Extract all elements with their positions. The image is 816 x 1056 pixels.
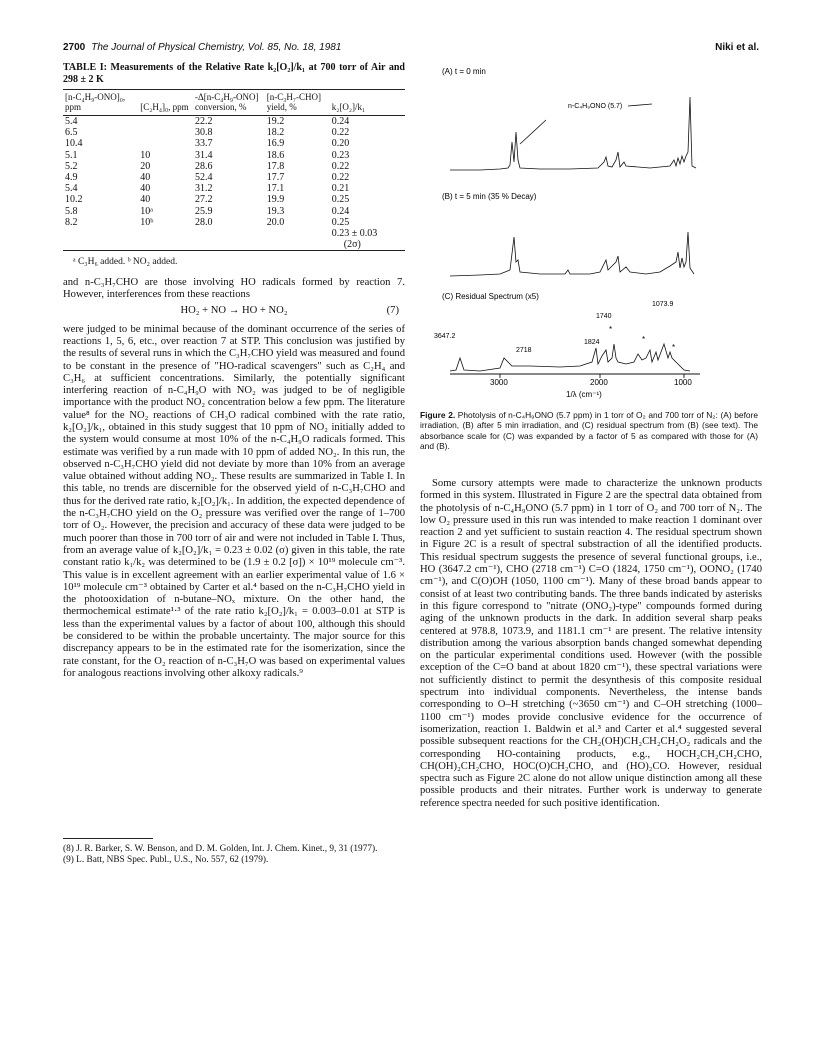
table-cell: 8.2 xyxy=(65,216,78,228)
table-cell: 5.2 xyxy=(65,160,78,172)
table-cell: 5.4 xyxy=(65,183,78,195)
table-row xyxy=(63,206,405,217)
table-cell: 20 xyxy=(140,160,151,172)
spectrum-b xyxy=(450,232,694,276)
annotation-arrow-right xyxy=(628,104,652,106)
x-axis-label: 1/λ (cm⁻¹) xyxy=(566,390,602,399)
table-cell xyxy=(265,228,330,239)
table-cell: 0.24 xyxy=(331,205,350,217)
table-cell: 20.0 xyxy=(266,216,285,228)
table-cell: 40 xyxy=(140,183,151,195)
table-cell: 17.1 xyxy=(266,183,285,195)
table-row xyxy=(63,161,405,172)
table-cell: 30.8 xyxy=(194,127,213,139)
table-row xyxy=(63,172,405,183)
paragraph: Some cursory attempts were made to characterize the unknown products formed in this system. Illustrated in Figure 2 are the spectral data obtained from the photolysis of n-C₄H₉ONO (5.7 ppm) in 1 torr of O₂ and 700 torr of N₂. The low O₂ pressure used in this run was intended to make reaction 1 dominant over reaction 2 and yet sufficient to sustain reaction 4. The residual spectrum shown in Figure 2C is a result of spectral substraction of all the identified products. This residual spectrum suggests the presence of several functional groups, i.e., HO (3647.2 cm⁻¹), CHO (2718 cm⁻¹) C=O (1824, 1750 cm⁻¹), OONO₂ (1740 cm⁻¹), and C(O)OH (1050, 1100 cm⁻¹). Many of these broad bands appear to consist of at least two contributing bands. The three bands indicated by asterisks in this figure correspond to "nitrate (ONO₂)-type" compounds formed during aging of the unknown products in the dark. In addition several sharp peaks centered at 978.8, 1073.9, and 1181.1 cm⁻¹ are present. The relative intensity distribution among the various absorption bands changed somewhat depending on the particular experimental conditions used. However (with the possible exception of the C=O band at about 1820 cm⁻¹), these spectral variations were not sufficiently distinct to permit the desynthesis of this composite residual spectrum into individual components. Nevertheless, the intense bands corresponding to O–H stretching (~3650 cm⁻¹) and C–OH stretching (1000–1100 cm⁻¹) modes provide conclusive evidence for the occurrence of isomerization, reaction 1. Baldwin et al.³ and Carter et al.⁴ suggested several possible subsequent reactions for the CH₂(OH)CH₂CH₂CH₂O₂ radicals and the corresponding HO-containing products, e.g., HOCH₂CH₂CH₂CHO, CH(OH)₂CH₂CHO, HOC(O)CH₂CHO, and (HO)₂CO. However, residual spectra such as Figure 2C alone do not allow unique distinction among all these possible products and their nitrates. Further work is underway to generate reference spectra needed for such positive identification. xyxy=(420,478,762,809)
table-cell: 22.2 xyxy=(194,116,213,127)
table-cell: 10.2 xyxy=(65,194,83,206)
table-cell: 0.21 xyxy=(331,183,350,195)
table-cell: 5.8 xyxy=(65,205,78,217)
table-cell: 6.5 xyxy=(65,127,78,139)
table-header-cell: [C₂H₄]₀, ppm xyxy=(138,90,193,116)
table-row xyxy=(63,150,405,161)
table-footnote: ᵃ C₃H₆ added. ᵇ NO₂ added. xyxy=(73,257,178,268)
footnote-9: (9) L. Batt, NBS Spec. Publ., U.S., No. 557, 62 (1979). xyxy=(63,855,269,865)
table-cell: 27.2 xyxy=(194,194,213,206)
header-authors: Niki et al. xyxy=(715,42,759,53)
table-cell: 18.6 xyxy=(266,149,285,161)
table-title: TABLE I: Measurements of the Relative Rate k₂[O₂]/k₁ at 700 torr of Air and 298 ± 2 K xyxy=(63,62,405,85)
figure-caption-text: Photolysis of n-C₄H₉ONO (5.7 ppm) in 1 torr of O₂ and 700 torr of N₂: (A) before irradiation, (B) after 5 min irradiation, and (C) residual spectrum from (B) (see text). The absorbance scale for (C) was expanded by a factor of 5 as compared with those for (A) and (B). xyxy=(420,410,759,451)
peak-label: 1740 xyxy=(596,313,612,320)
table-header-row xyxy=(63,90,405,116)
table-cell: 31.2 xyxy=(194,183,213,195)
footnote-8: (8) J. R. Barker, S. W. Benson, and D. M. Golden, Int. J. Chem. Kinet., 9, 31 (1977). xyxy=(63,844,378,854)
figure-2-spectra xyxy=(420,62,760,402)
table-row xyxy=(63,228,405,239)
table-cell: 10.4 xyxy=(65,138,83,150)
table-cell xyxy=(138,116,193,128)
table-cell: 0.22 xyxy=(331,127,350,139)
asterisk-mark: * xyxy=(609,325,613,334)
figure-caption xyxy=(420,410,758,451)
table-cell xyxy=(63,239,138,251)
left-column xyxy=(63,62,405,680)
table-cell: 40 xyxy=(140,194,151,206)
table-cell: 17.8 xyxy=(266,160,285,172)
equation-7 xyxy=(63,305,405,317)
peak-label: 3647.2 xyxy=(434,333,456,340)
footnote-rule xyxy=(63,838,153,839)
equation-text: HO₂ + NO → HO + NO₂ xyxy=(180,305,288,317)
x-tick-label: 1000 xyxy=(674,378,692,387)
table-cell: 10 xyxy=(140,149,151,161)
equation-number: (7) xyxy=(386,305,399,317)
table-row xyxy=(63,217,405,228)
table-header-cell: k₂[O₂]/k₁ xyxy=(330,90,405,116)
asterisk-mark: * xyxy=(672,343,676,352)
table-cell xyxy=(265,239,330,251)
table-cell: 16.9 xyxy=(266,138,285,150)
table-row xyxy=(63,194,405,205)
table-row xyxy=(63,127,405,138)
panel-a-label: (A) t = 0 min xyxy=(442,67,486,76)
x-tick-label: 2000 xyxy=(590,378,608,387)
table-row xyxy=(63,183,405,194)
table-cell: 0.25 xyxy=(331,216,350,228)
table-cell: 40 xyxy=(140,172,151,184)
table-header-cell: [n-C₃H₇-CHO] yield, % xyxy=(265,90,330,116)
table-cell: 31.4 xyxy=(194,149,213,161)
table-cell: 0.22 xyxy=(331,172,350,184)
peak-label: 2718 xyxy=(516,347,532,354)
table-cell: 19.9 xyxy=(266,194,285,206)
table-1 xyxy=(63,89,405,251)
table-cell: 4.9 xyxy=(65,172,78,184)
table-cell: 33.7 xyxy=(194,138,213,150)
annotation-arrow-left xyxy=(520,120,546,144)
table-body xyxy=(63,116,405,251)
table-cell: 5.4 xyxy=(65,116,78,127)
panel-c-label: (C) Residual Spectrum (x5) xyxy=(442,292,539,301)
asterisk-mark: * xyxy=(642,335,646,344)
x-tick-label: 3000 xyxy=(490,378,508,387)
table-cell xyxy=(138,228,193,239)
table-cell: 0.23 xyxy=(331,149,350,161)
table-cell: 19.2 xyxy=(266,116,285,127)
table-header-cell: [n-C₄H₉-ONO]₀, ppm xyxy=(63,90,138,116)
table-cell: 0.24 xyxy=(331,116,350,127)
table-cell: 0.25 xyxy=(331,194,350,206)
spectrum-c xyxy=(450,344,690,371)
table-cell: 28.6 xyxy=(194,160,213,172)
table-cell xyxy=(138,138,193,149)
figure-caption-label: Figure 2. xyxy=(420,410,456,420)
table-cell: 28.0 xyxy=(194,216,213,228)
table-cell: 25.9 xyxy=(194,205,213,217)
table-cell: 0.22 xyxy=(331,160,350,172)
table-cell: 0.23 ± 0.03 xyxy=(331,228,378,240)
page-number: 2700 xyxy=(63,42,86,53)
table-cell xyxy=(193,228,265,239)
table-header-cell: -Δ[n-C₄H₉-ONO] conversion, % xyxy=(193,90,265,116)
table-cell: 5.1 xyxy=(65,149,78,161)
panel-b-label: (B) t = 5 min (35 % Decay) xyxy=(442,192,537,201)
peak-label: 1073.9 xyxy=(652,301,674,308)
paragraph: were judged to be minimal because of the dominant occurrence of the series of reactions 1, 5, 6, etc., over reaction 7 at STP. This conclusion was justified by the results of several runs in which the C₃H₇CHO yield was measured and found to be constant in the presence of "HO-radical scavengers" such as C₂H₄ and C₃H₆ at sufficient concentrations. Similarly, the potentially significant interfering reaction of n-C₄H₉O with NO₂ was judged to be of negligible importance with the product NO₂ concentration below a few ppm. The literature value⁸ for the NO₂ reactions of CH₃O radical combined with the rate ratio, k₂[O₂]/k₁, obtained in this study suggest that 10 ppm of NO₂ initially added to the system would consume at most 10% of the n-C₄H₉O radicals formed. This estimate was verified by a run made with 10 ppm of added NO₂. In this run, the observed n-C₃H₇CHO yield did not deviate by more than 10% from an average value obtained without adding NO₂. These results are summarized in Table I. In this table, no trends are discernible for the observed yield of n-C₃H₇CHO and thus for the derived rate ratio, k₂[O₂]/k₁. In addition, the expected dependence of the n-C₃H₇CHO yield on the O₂ pressure was verified over the range of 1–700 torr of O₂. However, the precision and accuracy of these data were judged to be much poorer than those in 700 torr of air and were not included in Table I. Thus, from an average value of k₂[O₂]/k₁ = 0.23 ± 0.02 (σ) given in this table, the rate constant ratio k₁/k₂ was determined to be (1.9 ± 0.2 [σ]) × 10¹⁹ molecule cm⁻³. This value is in excellent agreement with an earlier experimental value of 1.6 × 10¹⁹ molecule cm⁻³ obtained by Carter et al.⁴ based on the n-C₃H₇CHO yield in the photooxidation of n-butane–NOₓ mixture. On the other hand, the thermochemical estimate¹·³ of the rate ratio k₂[O₂]/k₁ = 0.003–0.01 at STP is less than the experimental values by a factor of about 100, although this should be considered to be within the probable uncertainty. The major source for this discrepancy appears to be in the estimated rate for the isomerization, since the rate constant, for the O₂ reaction of n-C₃H₇O was based on experimental values for analogous reactions involving other alkoxy radicals.⁹ xyxy=(63,323,406,679)
table-cell: (2σ) xyxy=(343,239,361,251)
table-cell: 18.2 xyxy=(266,127,285,139)
footnotes xyxy=(63,838,405,866)
table-cell: 52.4 xyxy=(194,172,213,184)
table-cell: 0.20 xyxy=(331,138,350,150)
table-row xyxy=(63,116,405,128)
table-cell xyxy=(138,127,193,138)
table-cell: 10ᵇ xyxy=(140,216,154,228)
table-cell: 10ᵃ xyxy=(140,205,153,217)
right-column-text xyxy=(420,478,762,810)
peak-label: 1824 xyxy=(584,339,600,346)
paragraph: and n-C₃H₇CHO are those involving HO radicals formed by reaction 7. However, interferences from these reactions xyxy=(63,276,405,301)
table-cell: 17.7 xyxy=(266,172,285,184)
journal-title: The Journal of Physical Chemistry, Vol. 85, No. 18, 1981 xyxy=(91,42,342,53)
table-cell xyxy=(193,239,265,251)
panel-a-annotation: n-C₄H₉ONO (5.7) xyxy=(568,103,623,110)
table-row xyxy=(63,138,405,149)
table-cell xyxy=(63,228,138,239)
table-row xyxy=(63,239,405,251)
table-cell xyxy=(138,239,193,251)
table-cell: 19.3 xyxy=(266,205,285,217)
